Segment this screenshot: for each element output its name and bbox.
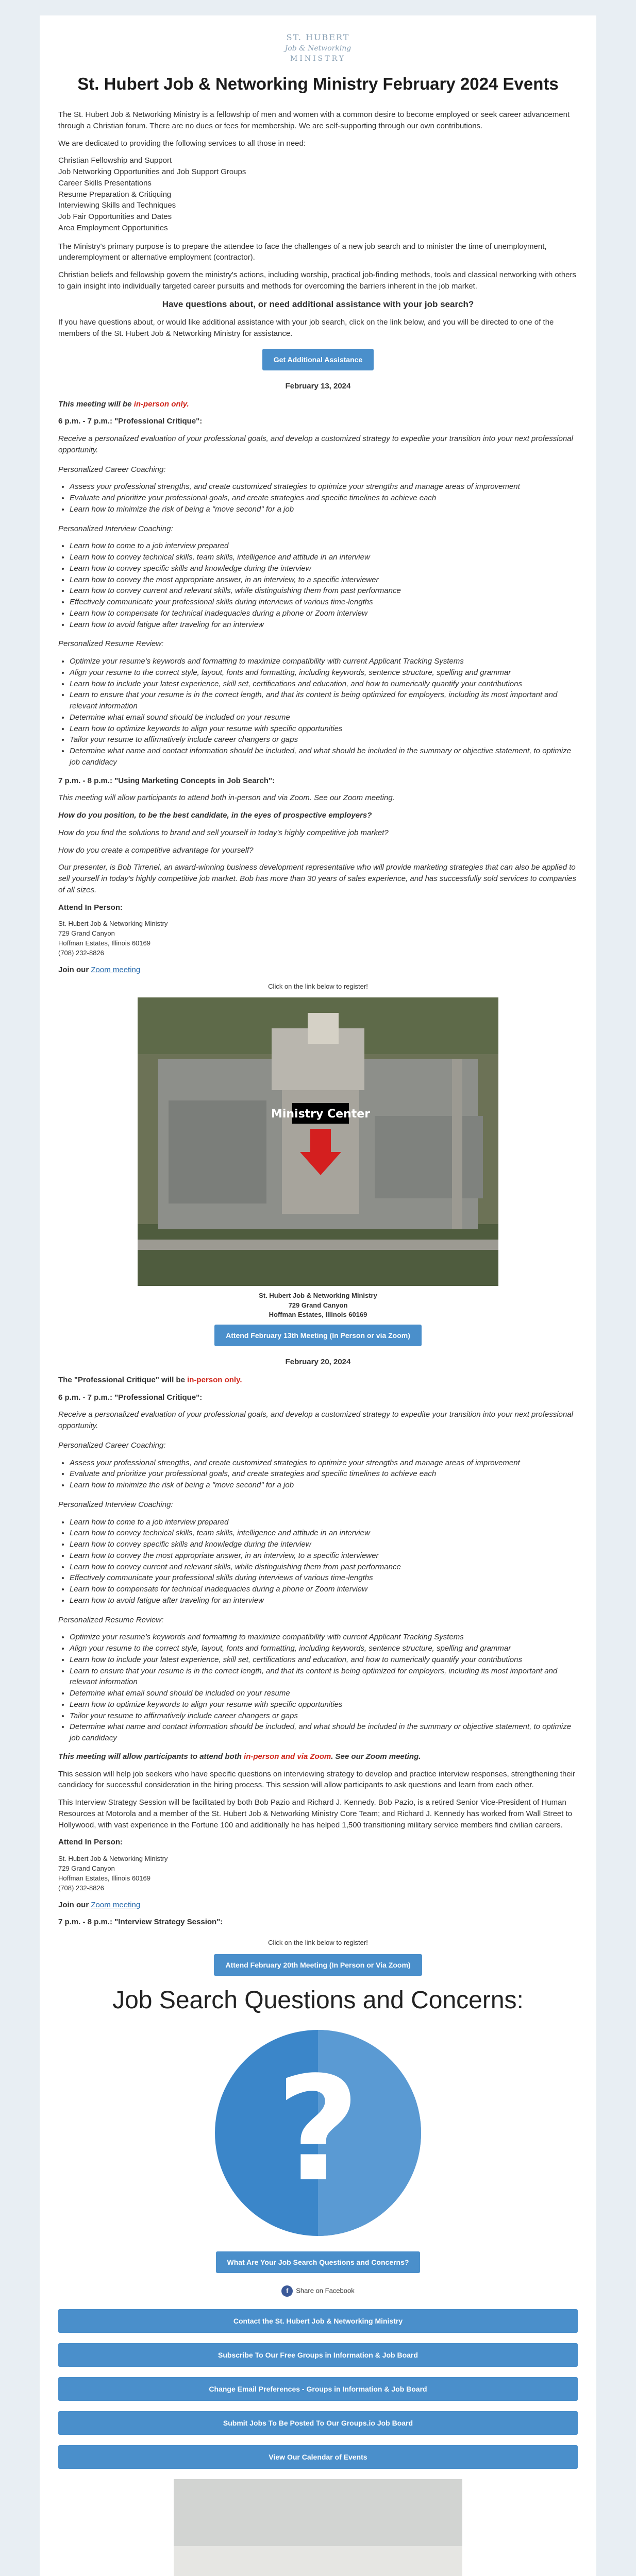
map-address [58, 1291, 578, 1319]
list-item: • Determine what name and contact information should be included, and what should be included in the summary or objective statement, to optimize job candidacy [70, 745, 578, 768]
address-line: Hoffman Estates, Illinois 60169 [58, 939, 150, 947]
question-mark-icon [210, 2025, 426, 2241]
list-item: • Learn how to convey current and relevant skills, while distinguishing them from past performance [70, 585, 578, 597]
link-button-stack [58, 2309, 578, 2469]
list-item: • Learn to ensure that your resume is in the correct length, and that its content is being optimized for employers, including its most important and relevant information [70, 1666, 578, 1688]
event1-session1-title: 6 p.m. - 7 p.m.: "Professional Critique": [58, 417, 203, 426]
list-item: • Learn how to compensate for technical inadequacies during a phone or Zoom interview [70, 1584, 578, 1595]
list-item: Career Skills Presentations [58, 178, 152, 188]
handshake-image [174, 2479, 462, 2576]
event2-session2-p1: This session will help job seekers who have specific questions on interviewing strategy to develop and practice interview responses, strengthening their candidacy for successful consideration in the hiring process. This session will allow participants to ask questions and learn from each other. [58, 1769, 576, 1790]
svg-text:?: ? [276, 2045, 360, 2214]
event2-interview-list [58, 1517, 578, 1606]
list-item: • Learn how to include your latest experience, skill set, certifications and education, and how to numerically quantify your contributions [70, 1654, 578, 1666]
list-item: • Tailor your resume to affirmatively include career changers or gaps [70, 1710, 578, 1722]
event2-session2-p2: This Interview Strategy Session will be facilitated by both Bob Pazio and Richard J. Kennedy. Bob Pazio, is a retired Senior Vice-President of Human Resources at Motorola and a member of the St. Hubert Job & Networking Ministry Core Team; and Richard J. Kennedy has worked from Wall Street to Hollywood, with vast experience in the Fortune 100 and additionally he has helped 1,500 transitioning military service members find civilian careers. [58, 1798, 573, 1829]
event2-critique-text: The "Professional Critique" will be [58, 1375, 188, 1384]
address-line: Hoffman Estates, Illinois 60169 [58, 1874, 150, 1882]
event1-session2-desc: Our presenter, is Bob Tirrenel, an award-winning business development representative who will provide marketing strategies that can also be applied to sell yourself in today's highly competitive job market. Bob has more than 30 years of sales experience, and has successfully sold services to companies of all sizes. [58, 863, 577, 894]
map-label: Ministry Center [271, 1108, 371, 1121]
submit-jobs-button[interactable]: Submit Jobs To Be Posted To Our Groups.io Job Board [58, 2411, 578, 2435]
event2-note-post: . See our Zoom meeting. [331, 1752, 421, 1761]
event2-register-caption: Click on the link below to register! [268, 1939, 368, 1947]
event2-critique-red: in-person only. [187, 1375, 242, 1384]
event2-interview-head: Personalized Interview Coaching: [58, 1500, 173, 1509]
event1-career-head: Personalized Career Coaching: [58, 465, 166, 474]
event1-session1-desc: Receive a personalized evaluation of your professional goals, and develop a customized strategy to expedite your transition into your next professional opportunity. [58, 434, 573, 454]
event2-session1-desc: Receive a personalized evaluation of your professional goals, and develop a customized strategy to expedite your transition into your next professional opportunity. [58, 1410, 573, 1431]
list-item: • Learn how to convey technical skills, team skills, intelligence and attitude in an interview [70, 552, 578, 563]
event1-session2-hybrid: This meeting will allow participants to attend both in-person and via Zoom. See our Zoom meeting. [58, 793, 395, 803]
event1-note-text: This meeting will be [58, 399, 134, 409]
share-facebook[interactable] [58, 2285, 578, 2297]
event2-resume-head: Personalized Resume Review: [58, 1615, 164, 1624]
event2-register-button[interactable]: Attend February 20th Meeting (In Person or Via Zoom) [214, 1954, 422, 1976]
list-item: • Learn how to convey the most appropriate answer, in an interview, to a specific interviewer [70, 574, 578, 586]
list-item: • Tailor your resume to affirmatively include career changers or gaps [70, 734, 578, 745]
event1-address [58, 919, 578, 958]
list-item: • Learn how to optimize keywords to align your resume with specific opportunities [70, 1699, 578, 1710]
assist-question: Have questions about, or need additional assistance with your job search? [162, 299, 474, 309]
list-item: • Learn how to come to a job interview prepared [70, 1517, 578, 1528]
list-item: • Learn how to avoid fatigue after traveling for an interview [70, 619, 578, 631]
zoom-pre: Join our [58, 1900, 91, 1909]
services-list [58, 155, 578, 233]
intro-paragraph-5: If you have questions about, or would like additional assistance with your job search, click on the link below, and you will be directed to one of the members of the St. Hubert Job & Networking Ministry for assistance. [58, 318, 554, 338]
list-item: Interviewing Skills and Techniques [58, 201, 176, 210]
event1-map-caption: Click on the link below to register! [268, 982, 368, 990]
event2-session2-title: 7 p.m. - 8 p.m.: "Interview Strategy Session": [58, 1918, 223, 1927]
zoom-pre: Join our [58, 965, 91, 974]
event1-note-red: in-person only. [133, 399, 189, 409]
ministry-center-map [138, 997, 498, 1286]
list-item: • Determine what email sound should be included on your resume [70, 1688, 578, 1699]
list-item: • Learn how to convey the most appropriate answer, in an interview, to a specific interviewer [70, 1550, 578, 1562]
event2-zoom-line [58, 1900, 578, 1911]
list-item: • Learn how to avoid fatigue after traveling for an interview [70, 1595, 578, 1606]
map-address-line: St. Hubert Job & Networking Ministry [259, 1292, 377, 1300]
event2-resume-list [58, 1632, 578, 1744]
page-title: St. Hubert Job & Networking Ministry February 2024 Events [77, 74, 559, 93]
email-card [40, 15, 596, 2576]
logo-line-2: Job & Networking [284, 44, 352, 53]
event1-session2-title: 7 p.m. - 8 p.m.: "Using Marketing Concepts in Job Search": [58, 776, 275, 785]
list-item: • Align your resume to the correct style, layout, fonts and formatting, including keywords, sentence structure, spelling and grammar [70, 1643, 578, 1654]
intro-paragraph-3: The Ministry's primary purpose is to prepare the attendee to face the challenges of a new job search and to minister the time of unemployment, underemployment or alternative employment (contractor). [58, 242, 547, 262]
event1-date: February 13, 2024 [285, 381, 351, 391]
list-item: • Optimize your resume's keywords and formatting to maximize compatibility with current Applicant Tracking Systems [70, 656, 578, 667]
change-email-preferences-button[interactable]: Change Email Preferences - Groups in Information & Job Board [58, 2377, 578, 2401]
ministry-logo [266, 31, 370, 64]
address-line: St. Hubert Job & Networking Ministry [58, 920, 168, 928]
list-item: Job Networking Opportunities and Job Support Groups [58, 167, 246, 176]
list-item: • Learn how to come to a job interview prepared [70, 540, 578, 552]
list-item: • Learn how to convey specific skills and knowledge during the interview [70, 1539, 578, 1550]
list-item: • Learn how to optimize keywords to align your resume with specific opportunities [70, 723, 578, 735]
list-item: • Effectively communicate your professional skills during interviews of various time-lengths [70, 1572, 578, 1584]
event2-career-list [58, 1458, 578, 1491]
event1-session2-q1: How do you position, to be the best candidate, in the eyes of prospective employers? [58, 811, 372, 820]
list-item: • Learn how to minimize the risk of being a "move second" for a job [70, 1480, 578, 1491]
address-line: 729 Grand Canyon [58, 929, 115, 938]
questions-button[interactable]: What Are Your Job Search Questions and Concerns? [216, 2251, 421, 2273]
event2-zoom-link[interactable]: Zoom meeting [91, 1900, 141, 1909]
event2-address [58, 1854, 578, 1893]
event1-register-button[interactable]: Attend February 13th Meeting (In Person or via Zoom) [214, 1325, 422, 1346]
event1-career-list [58, 481, 578, 515]
address-line: (708) 232-8826 [58, 1884, 104, 1892]
intro-paragraph-4: Christian beliefs and fellowship govern the ministry's actions, including worship, practical job-finding methods, tools and classical networking with others to gain insight into individually targeted career pursuits and methods for overcoming the barriers inherent in the job market. [58, 270, 577, 291]
event1-interview-list [58, 540, 578, 630]
contact-ministry-button[interactable]: Contact the St. Hubert Job & Networking Ministry [58, 2309, 578, 2333]
event1-resume-list [58, 656, 578, 768]
get-assistance-button[interactable]: Get Additional Assistance [262, 349, 374, 370]
list-item: Area Employment Opportunities [58, 223, 168, 232]
list-item: • Determine what email sound should be included on your resume [70, 712, 578, 723]
list-item: • Learn how to compensate for technical inadequacies during a phone or Zoom interview [70, 608, 578, 619]
list-item: • Learn how to convey technical skills, team skills, intelligence and attitude in an interview [70, 1528, 578, 1539]
questions-title: Job Search Questions and Concerns: [112, 1986, 524, 2014]
list-item: • Learn how to include your latest experience, skill set, certifications and education, and how to numerically quantify your contributions [70, 679, 578, 690]
list-item: Christian Fellowship and Support [58, 156, 172, 165]
address-line: St. Hubert Job & Networking Ministry [58, 1855, 168, 1863]
list-item: • Evaluate and prioritize your professional goals, and create strategies and specific timelines to achieve each [70, 493, 578, 504]
event2-career-head: Personalized Career Coaching: [58, 1440, 166, 1450]
event2-critique-note [58, 1375, 578, 1386]
event2-session1-title: 6 p.m. - 7 p.m.: "Professional Critique": [58, 1393, 203, 1402]
facebook-icon: f [281, 2285, 293, 2297]
list-item: Job Fair Opportunities and Dates [58, 212, 172, 221]
address-line: 729 Grand Canyon [58, 1865, 115, 1873]
list-item: • Assess your professional strengths, and create customized strategies to optimize your strengths and manage areas of improvement [70, 1458, 578, 1469]
event1-zoom-line [58, 964, 578, 976]
event1-interview-head: Personalized Interview Coaching: [58, 524, 173, 533]
map-address-line: 729 Grand Canyon [288, 1301, 348, 1309]
event1-session2-q2: How do you find the solutions to brand and sell yourself in today's highly competitive job market? [58, 828, 389, 837]
list-item: Resume Preparation & Critiquing [58, 190, 172, 199]
address-line: (708) 232-8826 [58, 948, 104, 957]
list-item: • Learn to ensure that your resume is in the correct length, and that its content is being optimized for employers, including its most important and relevant information [70, 689, 578, 712]
event1-attend-label: Attend In Person: [58, 903, 123, 912]
subscribe-groups-button[interactable]: Subscribe To Our Free Groups in Information & Job Board [58, 2343, 578, 2367]
event2-attend-label: Attend In Person: [58, 1838, 123, 1847]
event1-hybrid-note [58, 399, 578, 410]
logo-line-3: MINISTRY [290, 55, 346, 63]
event2-date: February 20, 2024 [285, 1357, 351, 1366]
view-calendar-button[interactable]: View Our Calendar of Events [58, 2445, 578, 2469]
event1-resume-head: Personalized Resume Review: [58, 639, 164, 649]
list-item: • Effectively communicate your professional skills during interviews of various time-lengths [70, 597, 578, 608]
intro-paragraph-1: The St. Hubert Job & Networking Ministry is a fellowship of men and women with a common desire to become employed or seek career advancement through a Christian forum. There are no dues or fees for membership. We are self-supporting through our own contributions. [58, 110, 570, 130]
list-item: • Align your resume to the correct style, layout, fonts and formatting, including keywords, sentence structure, spelling and grammar [70, 667, 578, 679]
event1-session2-q3: How do you create a competitive advantage for yourself? [58, 845, 254, 855]
event2-note-text: This meeting will allow participants to attend both [58, 1752, 244, 1761]
share-label: Share on Facebook [296, 2286, 355, 2295]
event2-note-red: in-person and via Zoom [244, 1752, 331, 1761]
list-item: • Learn how to minimize the risk of being a "move second" for a job [70, 504, 578, 515]
list-item: • Optimize your resume's keywords and formatting to maximize compatibility with current Applicant Tracking Systems [70, 1632, 578, 1643]
map-address-line: Hoffman Estates, Illinois 60169 [269, 1310, 367, 1318]
intro-paragraph-2: We are dedicated to providing the following services to all those in need: [58, 139, 306, 148]
list-item: • Learn how to convey current and relevant skills, while distinguishing them from past performance [70, 1562, 578, 1573]
list-item: • Determine what name and contact information should be included, and what should be included in the summary or objective statement, to optimize job candidacy [70, 1721, 578, 1744]
logo-line-1: ST. HUBERT [286, 32, 350, 42]
list-item: • Evaluate and prioritize your professional goals, and create strategies and specific timelines to achieve each [70, 1468, 578, 1480]
list-item: • Learn how to convey specific skills and knowledge during the interview [70, 563, 578, 574]
event2-hybrid-note [58, 1751, 578, 1762]
list-item: • Assess your professional strengths, and create customized strategies to optimize your strengths and manage areas of improvement [70, 481, 578, 493]
event1-zoom-link[interactable]: Zoom meeting [91, 965, 141, 974]
